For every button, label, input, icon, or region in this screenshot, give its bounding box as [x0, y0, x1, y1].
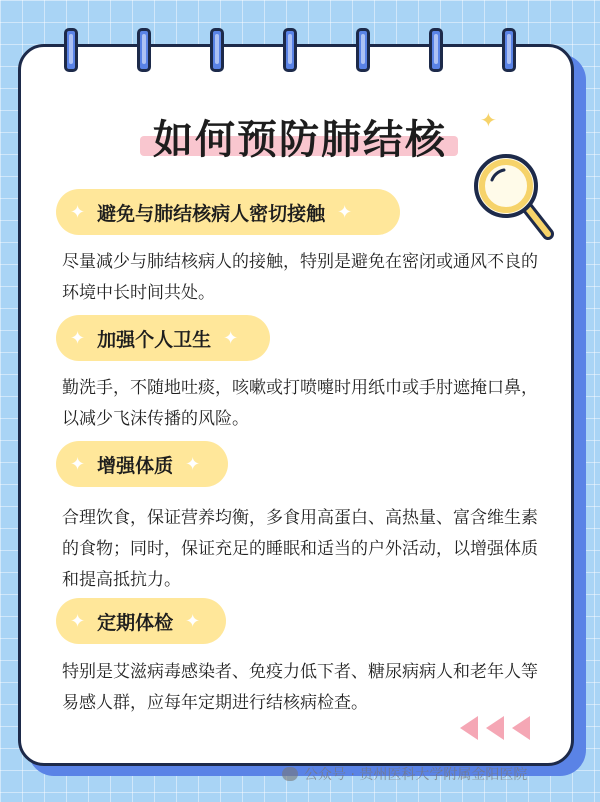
section-heading-pill [56, 598, 226, 644]
sparkle-icon: ✦ [223, 327, 239, 349]
arrow-left-icon [512, 716, 530, 740]
section-text: 尽量减少与肺结核病人的接触，特别是避免在密闭或通风不良的环境中长时间共处。 [62, 252, 538, 303]
sparkle-icon: ✦ [70, 610, 86, 632]
sparkle-icon: ✦ [70, 201, 86, 223]
section-heading: 避免与肺结核病人密切接触 [97, 202, 326, 225]
section-heading-pill [56, 315, 270, 361]
sparkle-icon: ✦ [70, 327, 86, 349]
watermark-text: 公众号 · 贵州医科大学附属金阳医院 [304, 767, 528, 783]
section-heading-pill [56, 441, 228, 487]
section-heading: 定期体检 [97, 611, 174, 634]
arrow-left-icon [486, 716, 504, 740]
wechat-icon [282, 767, 298, 781]
binder-ring-icon [283, 28, 297, 72]
page-title: 如何预防肺结核 [153, 117, 447, 163]
section-heading-pill [56, 189, 400, 235]
section-heading: 增强体质 [97, 454, 174, 477]
arrow-left-icon [460, 716, 478, 740]
sparkle-icon: ✦ [70, 453, 86, 475]
binder-ring-icon [210, 28, 224, 72]
section-text: 合理饮食，保证营养均衡，多食用高蛋白、高热量、富含维生素的食物；同时，保证充足的睡眠和适当的户外活动，以增强体质和提高抵抗力。 [62, 508, 538, 590]
sparkle-icon: ✦ [185, 610, 201, 632]
binder-ring-icon [64, 28, 78, 72]
section-text: 特别是艾滋病毒感染者、免疫力低下者、糖尿病病人和老年人等易感人群，应每年定期进行结核病检查。 [62, 662, 538, 713]
binder-ring-icon [429, 28, 443, 72]
watermark [282, 764, 527, 784]
sparkle-icon: ✦ [185, 453, 201, 475]
sparkle-icon: ✦ [337, 201, 353, 223]
binder-ring-icon [502, 28, 516, 72]
binder-ring-icon [137, 28, 151, 72]
magnifier-icon [470, 148, 560, 248]
binder-ring-icon [356, 28, 370, 72]
section-heading: 加强个人卫生 [97, 328, 212, 351]
decorative-arrows [460, 716, 530, 740]
section-text: 勤洗手，不随地吐痰，咳嗽或打喷嚏时用纸巾或手肘遮掩口鼻，以减少飞沫传播的风险。 [62, 378, 538, 429]
sparkle-icon: ✦ [480, 108, 497, 132]
